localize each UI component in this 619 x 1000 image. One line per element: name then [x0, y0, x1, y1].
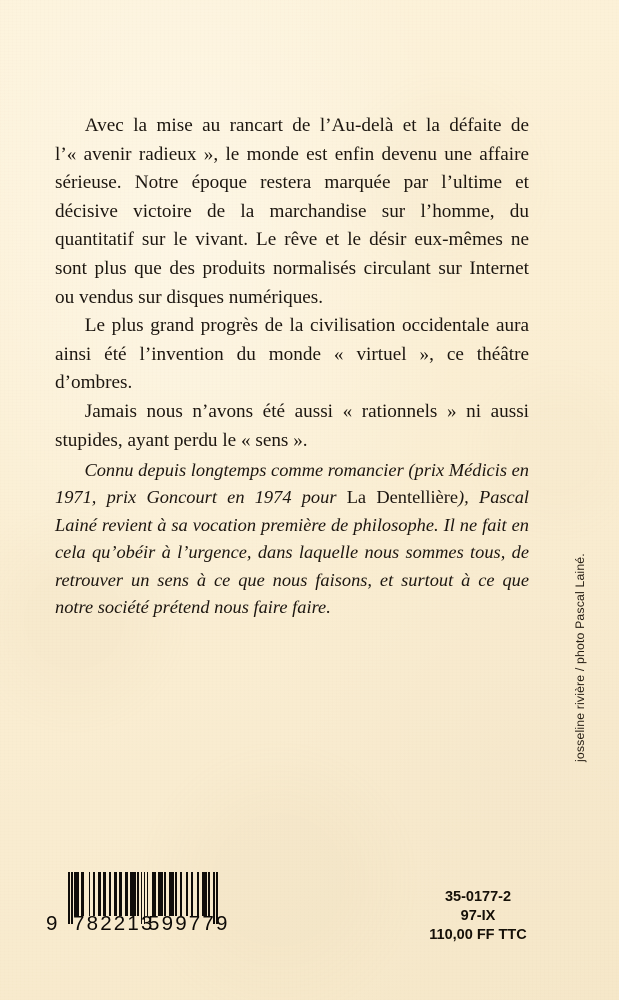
photo-credit: josseline rivière / photo Pascal Lainé.: [573, 553, 587, 762]
price-reference-block: [380, 888, 576, 945]
author-bio-block: [55, 457, 529, 621]
author-bio-paragraph: [55, 457, 529, 621]
bio-text-part2: ), Pascal Lainé revient à sa vocation première de philosophe. Il ne fait en cela qu’obéir à l’urgence, dans laquelle nous sommes tous, de retrouver un sens à ce que nous faisons, et surtout à ce que notre société prétend nous faire faire.: [55, 487, 530, 618]
barcode-right-group: 599779: [148, 912, 230, 935]
blurb-paragraph-1: Avec la mise au rancart de l’Au-delà et la défaite de l’« avenir radieux », le monde est enfin devenu une affaire sérieuse. Notre époque restera marquée par l’ultime et décisive victoire de la marchandise sur l’homme, du quantitatif sur le vivant. Le rêve et le désir eux-mêmes ne sont plus que des produits normalisés circulant sur Internet ou vendus sur disques numériques.: [55, 115, 529, 308]
blurb-paragraph-3: Jamais nous n’avons été aussi « rationnels » ni aussi stupides, ayant perdu le « sens ».: [55, 400, 529, 451]
blurb-text-block: [55, 112, 529, 455]
catalog-reference: 35-0177-2: [444, 889, 512, 905]
edition-code: 97-IX: [460, 908, 496, 924]
barcode: [44, 872, 234, 950]
barcode-left-group: 782213: [73, 912, 155, 935]
barcode-lead-digit: 9: [46, 912, 58, 935]
barcode-digits: [44, 912, 234, 938]
bio-text-part1: Connu depuis longtemps comme romancier (prix Médicis en 1971, prix Goncourt en 1974 pour: [55, 460, 529, 508]
price-label: 110,00 FF TTC: [429, 927, 527, 943]
bio-book-title: La Dentellière: [346, 487, 459, 508]
blurb-paragraph-2: Le plus grand progrès de la civilisation occidentale aura ainsi été l’invention du monde « virtuel », ce théâtre d’ombres.: [55, 315, 529, 394]
